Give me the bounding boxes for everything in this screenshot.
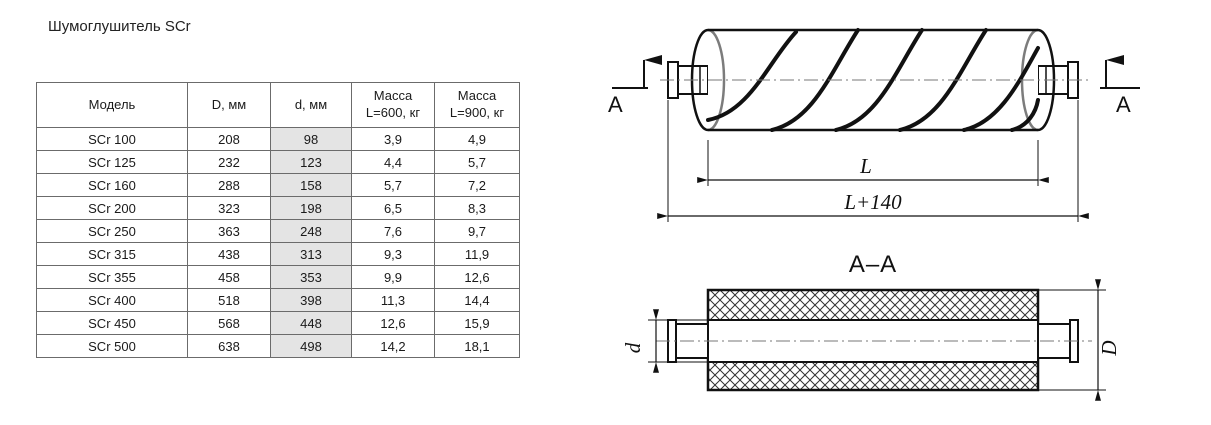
cell-mass-900: 18,1 [435, 335, 520, 358]
cell-inner-diameter: 313 [271, 243, 352, 266]
cell-model: SCr 355 [37, 266, 188, 289]
column-header-model-line1: Модель [88, 96, 136, 112]
cell-mass-900: 8,3 [435, 197, 520, 220]
table-row [37, 289, 520, 312]
dimension-L-label: L [860, 154, 872, 178]
dimension-L [708, 140, 1038, 186]
cell-inner-diameter: 248 [271, 220, 352, 243]
cell-outer-diameter: 288 [188, 174, 271, 197]
cell-outer-diameter: 438 [188, 243, 271, 266]
cell-inner-diameter: 98 [271, 128, 352, 151]
cell-mass-600: 9,3 [352, 243, 435, 266]
cell-mass-900: 5,7 [435, 151, 520, 174]
column-header-inner-diameter-line1: d, мм [294, 96, 328, 112]
cell-outer-diameter: 568 [188, 312, 271, 335]
main-view [608, 30, 1140, 222]
cell-mass-900: 11,9 [435, 243, 520, 266]
cell-mass-900: 4,9 [435, 128, 520, 151]
section-view [621, 251, 1121, 390]
column-header-outer-diameter [188, 83, 271, 128]
cell-model: SCr 315 [37, 243, 188, 266]
cell-model: SCr 200 [37, 197, 188, 220]
cell-mass-900: 12,6 [435, 266, 520, 289]
cell-mass-900: 15,9 [435, 312, 520, 335]
cell-model: SCr 160 [37, 174, 188, 197]
table-row [37, 174, 520, 197]
cell-mass-600: 11,3 [352, 289, 435, 312]
column-header-mass-900-line1: Масса [457, 88, 497, 104]
cell-mass-600: 6,5 [352, 197, 435, 220]
cell-model: SCr 400 [37, 289, 188, 312]
cell-inner-diameter: 448 [271, 312, 352, 335]
cell-inner-diameter: 398 [271, 289, 352, 312]
cell-mass-600: 14,2 [352, 335, 435, 358]
cell-outer-diameter: 363 [188, 220, 271, 243]
section-mark-left-label: A [608, 92, 623, 117]
table-row [37, 335, 520, 358]
cell-inner-diameter: 198 [271, 197, 352, 220]
cell-outer-diameter: 638 [188, 335, 271, 358]
technical-drawing [600, 0, 1211, 425]
cell-mass-600: 12,6 [352, 312, 435, 335]
cell-model: SCr 500 [37, 335, 188, 358]
cell-mass-900: 14,4 [435, 289, 520, 312]
cell-outer-diameter: 232 [188, 151, 271, 174]
cell-inner-diameter: 498 [271, 335, 352, 358]
table-row [37, 266, 520, 289]
cell-mass-600: 7,6 [352, 220, 435, 243]
cell-mass-900: 7,2 [435, 174, 520, 197]
dimension-L140-label: L+140 [844, 190, 902, 214]
table-row [37, 151, 520, 174]
column-header-outer-diameter-line1: D, мм [211, 96, 247, 112]
table-row [37, 128, 520, 151]
silencer-body [660, 30, 1092, 130]
cell-outer-diameter: 323 [188, 197, 271, 220]
column-header-mass-600-line2: L=600, кг [365, 105, 421, 120]
cell-inner-diameter: 158 [271, 174, 352, 197]
cell-model: SCr 250 [37, 220, 188, 243]
cell-model: SCr 450 [37, 312, 188, 335]
cell-outer-diameter: 518 [188, 289, 271, 312]
table-header-row [37, 83, 520, 128]
cell-model: SCr 125 [37, 151, 188, 174]
column-header-mass-600 [352, 83, 435, 128]
section-mark-right-label: A [1116, 92, 1131, 117]
section-mark-right [1100, 60, 1140, 117]
table-row [37, 197, 520, 220]
cell-mass-900: 9,7 [435, 220, 520, 243]
table-row [37, 220, 520, 243]
column-header-inner-diameter [271, 83, 352, 128]
section-mark-left [608, 60, 648, 117]
table-row [37, 243, 520, 266]
cell-mass-600: 9,9 [352, 266, 435, 289]
cell-inner-diameter: 123 [271, 151, 352, 174]
table-header [37, 83, 520, 128]
dimension-D-label: D [1097, 340, 1121, 356]
cell-outer-diameter: 208 [188, 128, 271, 151]
cell-mass-600: 5,7 [352, 174, 435, 197]
cell-inner-diameter: 353 [271, 266, 352, 289]
cell-mass-600: 3,9 [352, 128, 435, 151]
column-header-model [37, 83, 188, 128]
cell-mass-600: 4,4 [352, 151, 435, 174]
dimension-d-label: d [621, 342, 645, 354]
column-header-mass-900 [435, 83, 520, 128]
specifications-table [36, 82, 520, 358]
column-header-mass-600-line1: Масса [373, 88, 413, 104]
section-title: A–A [848, 251, 898, 278]
page-title: Шумоглушитель SCr [48, 18, 191, 35]
cell-model: SCr 100 [37, 128, 188, 151]
table-body [37, 128, 520, 358]
table-row [37, 312, 520, 335]
column-header-mass-900-line2: L=900, кг [449, 105, 505, 120]
cell-outer-diameter: 458 [188, 266, 271, 289]
